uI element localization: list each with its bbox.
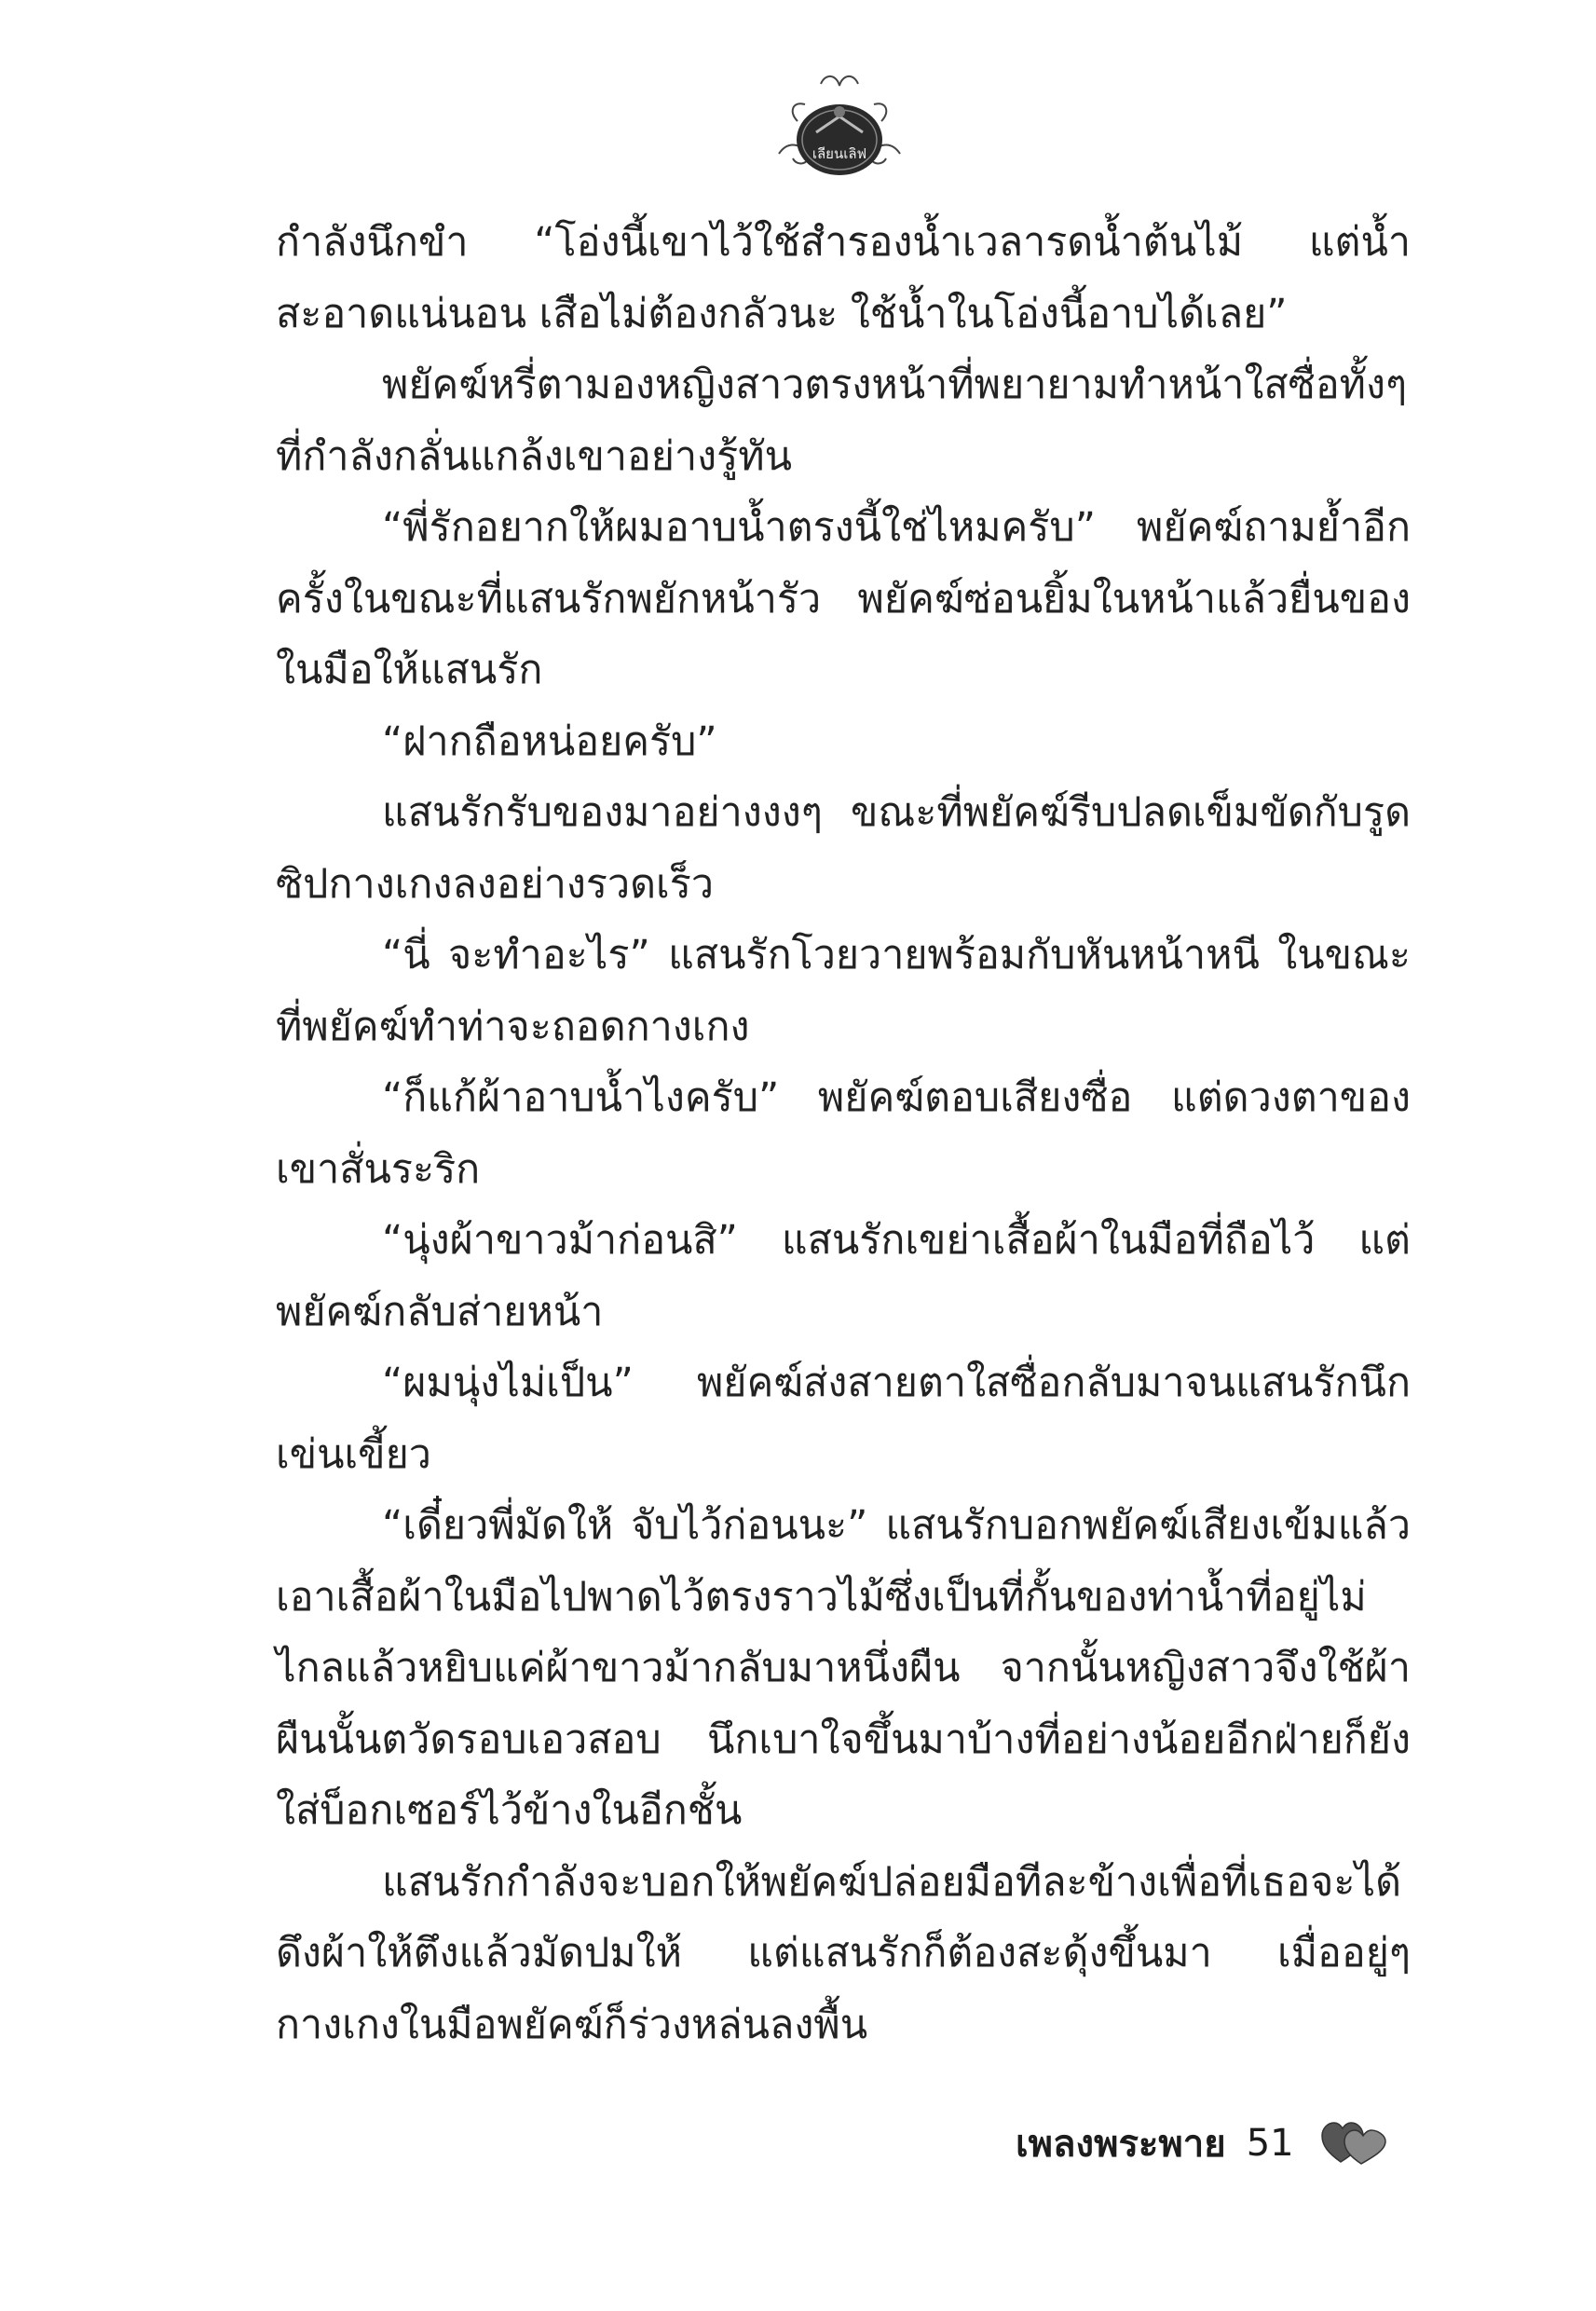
logo-text: เลียนเลิฟ — [812, 145, 867, 162]
page-footer — [1016, 2111, 1387, 2176]
logo-emblem — [770, 65, 909, 186]
paragraph-3: “พี่รักอยากให้ผมอาบน้ำตรงนี้ใช่ไหมครับ” พยัคฆ์ถามย้ำอีกครั้งในขณะที่แสนรักพยักหน้ารัว พยัคฆ์ซ่อนยิ้มในหน้าแล้วยื่นของในมือให้แสนรัก — [276, 504, 1411, 693]
book-title: เพลงพระพาย — [1016, 2123, 1226, 2166]
paragraph-9: “ผมนุ่งไม่เป็น” พยัคฆ์ส่งสายตาใสซื่อกลับมาจนแสนรักนึกเข่นเขี้ยว — [276, 1360, 1411, 1478]
paragraph-7: “ก็แก้ผ้าอาบน้ำไงครับ” พยัคฆ์ตอบเสียงซื่อ แต่ดวงตาของเขาสั่นระริก — [276, 1074, 1411, 1193]
paragraph-5: แสนรักรับของมาอย่างงงๆ ขณะที่พยัคฆ์รีบปลดเข็มขัดกับรูดซิปกางเกงลงอย่างรวดเร็ว — [276, 789, 1411, 908]
paragraph-4: “ฝากถือหน่อยครับ” — [382, 718, 717, 765]
paragraph-6: “นี่ จะทำอะไร” แสนรักโวยวายพร้อมกับหันหน้าหนี ในขณะที่พยัคฆ์ทำท่าจะถอดกางเกง — [276, 932, 1411, 1050]
hearts-icon — [1320, 2119, 1387, 2167]
paragraph-1: กำลังนึกขำ “โอ่งนี้เขาไว้ใช้สำรองน้ำเวลารดน้ำต้นไม้ แต่น้ำสะอาดแน่นอน เสือไม่ต้องกลัวนะ ใช้น้ำในโอ่งนี้อาบได้เลย” — [276, 219, 1411, 337]
paragraph-11: แสนรักกำลังจะบอกให้พยัคฆ์ปล่อยมือทีละข้างเพื่อที่เธอจะได้ดึงผ้าให้ตึงแล้วมัดปมให้ แต่แสนรักก็ต้องสะดุ้งขึ้นมา เมื่ออยู่ๆ กางเกงในมือพยัคฆ์ก็ร่วงหล่นลงพื้น — [276, 1858, 1411, 2048]
paragraph-2: พยัคฆ์หรี่ตามองหญิงสาวตรงหน้าที่พยายามทำหน้าใสซื่อทั้งๆ ที่กำลังกลั่นแกล้งเขาอย่างรู้ทัน — [276, 362, 1408, 480]
page-number: 51 — [1246, 2122, 1294, 2165]
paragraph-10: “เดี๋ยวพี่มัดให้ จับไว้ก่อนนะ” แสนรักบอกพยัคฆ์เสียงเข้มแล้วเอาเสื้อผ้าในมือไปพาดไว้ตรงราวไม้ซึ่งเป็นที่กั้นของท่าน้ำที่อยู่ไม่ไกลแล้วหยิบแค่ผ้าขาวม้ากลับมาหนึ่งผืน จากนั้นหญิงสาวจึงใช้ผ้าผืนนั้นตวัดรอบเอวสอบ นึกเบาใจขึ้นมาบ้างที่อย่างน้อยอีกฝ่ายก็ยังใส่บ็อกเซอร์ไว้ข้างในอีกชั้น — [276, 1502, 1411, 1834]
paragraph-8: “นุ่งผ้าขาวม้าก่อนสิ” แสนรักเขย่าเสื้อผ้าในมือที่ถือไว้ แต่พยัคฆ์กลับส่ายหน้า — [276, 1217, 1411, 1335]
body-text — [276, 207, 1411, 2060]
